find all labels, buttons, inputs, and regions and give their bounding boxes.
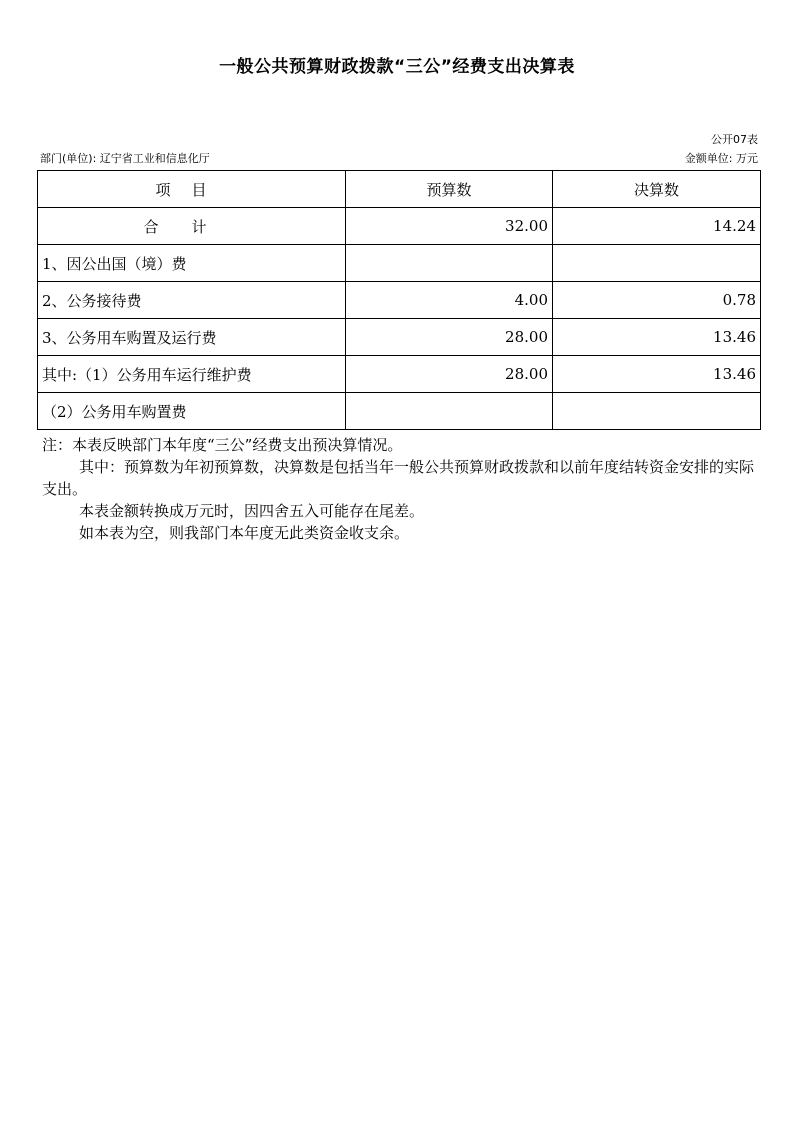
- row-budget: 32.00: [346, 208, 553, 245]
- row-item: （2）公务用车购置费: [38, 393, 346, 430]
- row-final: 0.78: [553, 282, 761, 319]
- header-item: 项目: [38, 171, 346, 208]
- department-label: 部门(单位): 辽宁省工业和信息化厅: [40, 152, 210, 165]
- notes-section: [42, 434, 760, 544]
- row-final: 14.24: [553, 208, 761, 245]
- row-item: 3、公务用车购置及运行费: [38, 319, 346, 356]
- row-budget: [346, 245, 553, 282]
- row-final: [553, 393, 761, 430]
- row-final: 13.46: [553, 356, 761, 393]
- table-header-row: [38, 171, 761, 208]
- amount-unit-label: 金额单位: 万元: [684, 152, 758, 165]
- row-item: 其中:（1）公务用车运行维护费: [38, 356, 346, 393]
- row-item: 2、公务接待费: [38, 282, 346, 319]
- note-line: 其中：预算数为年初预算数，决算数是包括当年一般公共预算财政拨款和以前年度结转资金安排的实际支出。: [42, 458, 755, 498]
- table-row: [38, 393, 761, 430]
- row-budget: 28.00: [346, 319, 553, 356]
- expense-table: [37, 170, 761, 430]
- row-budget: 4.00: [346, 282, 553, 319]
- note-line: 注：本表反映部门本年度“三公”经费支出预决算情况。: [42, 436, 403, 454]
- row-budget: 28.00: [346, 356, 553, 393]
- row-final: 13.46: [553, 319, 761, 356]
- table-row: [38, 245, 761, 282]
- row-item: 合计: [38, 208, 346, 245]
- note-line: 本表金额转换成万元时，因四舍五入可能存在尾差。: [79, 502, 425, 520]
- table-row-total: [38, 208, 761, 245]
- page-title: 一般公共预算财政拨款“三公”经费支出决算表: [219, 57, 575, 77]
- table-code: 公开07表: [711, 133, 758, 146]
- table-row: [38, 356, 761, 393]
- row-budget: [346, 393, 553, 430]
- header-final: 决算数: [553, 171, 761, 208]
- row-item: 1、因公出国（境）费: [38, 245, 346, 282]
- table-row: [38, 282, 761, 319]
- row-final: [553, 245, 761, 282]
- header-budget: 预算数: [346, 171, 553, 208]
- table-row: [38, 319, 761, 356]
- note-line: 如本表为空，则我部门本年度无此类资金收支余。: [79, 524, 410, 542]
